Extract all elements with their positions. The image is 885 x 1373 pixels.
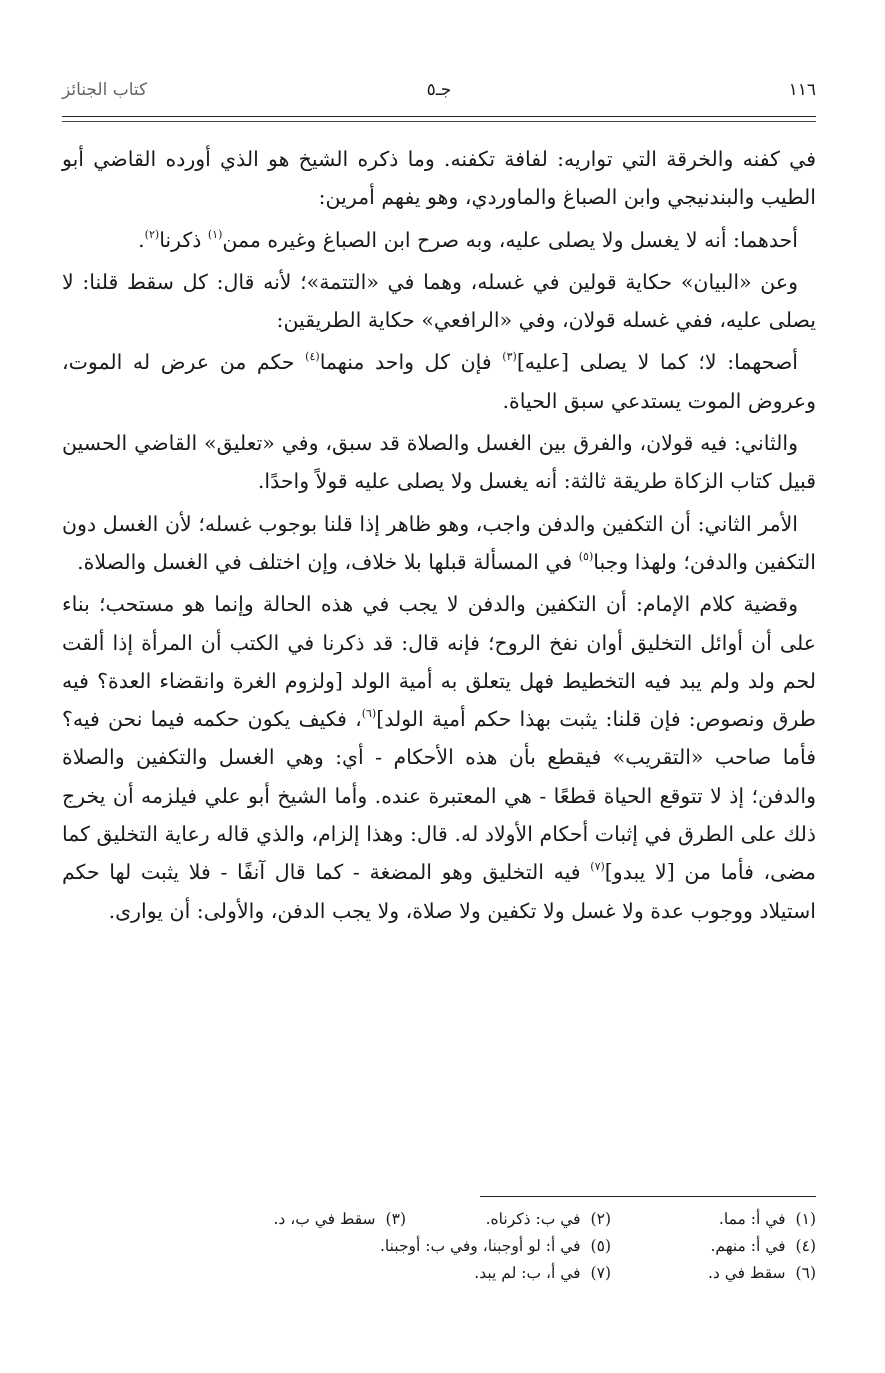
footnote-4: (٤)في أ: منهم. bbox=[710, 1237, 816, 1255]
footnote-marker: (٣) bbox=[502, 350, 517, 364]
footnote-marker: (١) bbox=[207, 227, 223, 241]
footnote-row bbox=[62, 1233, 816, 1260]
main-text bbox=[62, 140, 816, 930]
text-segment: ، فكيف يكون حكمه فيما نحن فيه؟ فأما صاحب «التقريب» فيقطع بأن هذه الأحكام - أي: وهي الغسل والتكفين والصلاة والدفن؛ إذ لا تتوقع الحياة قطعًا - هي المعتبرة عنده. وأما الشيخ أبو علي فيلزمه أن يخرج ذلك على الطرق في إثبات أحكام الأولاد له. قال: وهذا إلزام، والذي قاله رعاية التخليق كما مضى، فأما من [لا يبدو] bbox=[62, 707, 817, 885]
paragraph-p5 bbox=[62, 424, 816, 501]
text-segment: والثاني: فيه قولان، والفرق بين الغسل والصلاة قد سبق، وفي «تعليق» القاضي الحسين قبيل كتاب الزكاة طريقة ثالثة: أنه يغسل ولا يصلى عليه قولاً واحدًا. bbox=[62, 431, 816, 494]
footnote-3: (٣)سقط في ب، د. bbox=[273, 1210, 406, 1228]
text-segment: وقضية كلام الإمام: أن التكفين والدفن لا يجب في هذه الحالة وإنما هو مستحب؛ بناء على أن أوائل التخليق أوان نفخ الروح؛ فإنه قال: قد ذكرنا في الكتب أن المرأة إذا ألقت لحم ولد ولم يبد فيه التخطيط فهل يتعلق به أمية الولد [ولزوم الغرة وانقضاء العدة؟ فيه طرق ونصوص: فإن قلنا: يثبت بهذا حكم أمية الولد] bbox=[62, 592, 816, 732]
footnote-1: (١)في أ: مما. bbox=[718, 1210, 816, 1228]
text-segment: . bbox=[138, 227, 145, 252]
page-number: ١١٦ bbox=[788, 80, 816, 100]
header-rule bbox=[62, 116, 816, 117]
paragraph-p6 bbox=[62, 505, 816, 582]
paragraph-p3 bbox=[62, 263, 816, 340]
footnote-row bbox=[62, 1260, 816, 1287]
text-segment: حكم من عرض له الموت، وعروض الموت يستدعي سبق الحياة. bbox=[62, 350, 816, 413]
text-segment: أحدهما: أنه لا يغسل ولا يصلى عليه، وبه صرح ابن الصباغ وغيره ممن bbox=[222, 227, 798, 252]
volume-label: جـ٥ bbox=[426, 80, 452, 100]
footnote-5: (٥)في أ: لو أوجبنا، وفي ب: أوجبنا. bbox=[379, 1237, 611, 1255]
page-header bbox=[62, 80, 816, 108]
footnote-separator bbox=[480, 1196, 816, 1197]
footnote-marker: (٢) bbox=[144, 227, 160, 241]
text-segment: فيه التخليق وهو المضغة - كما قال آنفًا - فلا يثبت لها حكم استيلاد ووجوب عدة ولا غسل ولا تكفين ولا صلاة، ولا يجب الدفن، والأولى: أن يوارى. bbox=[62, 860, 816, 923]
footnote-6: (٦)سقط في د. bbox=[707, 1264, 816, 1282]
footnote-marker: (٦) bbox=[361, 707, 377, 721]
text-segment: في كفنه والخرقة التي تواريه: لفافة تكفنه. وما ذكره الشيخ هو الذي أورده القاضي أبو الطيب والبندنيجي وابن الصباغ والماوردي، وهو يفهم أمرين: bbox=[62, 147, 816, 210]
text-segment: وعن «البيان» حكاية قولين في غسله، وهما في «التتمة»؛ لأنه قال: كل سقط قلنا: لا يصلى عليه، ففي غسله قولان، وفي «الرافعي» حكاية الطريقين: bbox=[62, 269, 816, 333]
running-title: كتاب الجنائز bbox=[62, 80, 148, 100]
paragraph-p1 bbox=[62, 140, 816, 217]
header-rule-secondary bbox=[62, 121, 816, 122]
footnote-row bbox=[62, 1206, 816, 1233]
text-segment: في المسألة قبلها بلا خلاف، وإن اختلف في الغسل والصلاة. bbox=[77, 549, 579, 574]
text-segment: أصحهما: لا؛ كما لا يصلى [عليه] bbox=[516, 350, 798, 375]
footnotes bbox=[62, 1206, 816, 1287]
footnote-marker: (٥) bbox=[578, 549, 594, 563]
footnote-marker: (٧) bbox=[590, 860, 605, 874]
paragraph-p2 bbox=[62, 221, 816, 259]
text-segment: ذكرنا bbox=[159, 227, 208, 252]
footnote-7: (٧)في أ، ب: لم يبد. bbox=[474, 1264, 611, 1282]
paragraph-p7 bbox=[62, 585, 816, 930]
paragraph-p4 bbox=[62, 343, 816, 420]
text-segment: فإن كل واحد منهما bbox=[319, 350, 503, 375]
footnote-marker: (٤) bbox=[305, 350, 320, 364]
text-segment: الأمر الثاني: أن التكفين والدفن واجب، وهو ظاهر إذا قلنا بوجوب غسله؛ لأن الغسل دون التكفين والدفن؛ ولهذا وجبا bbox=[62, 511, 816, 574]
footnote-2: (٢)في ب: ذكرناه. bbox=[485, 1210, 611, 1228]
